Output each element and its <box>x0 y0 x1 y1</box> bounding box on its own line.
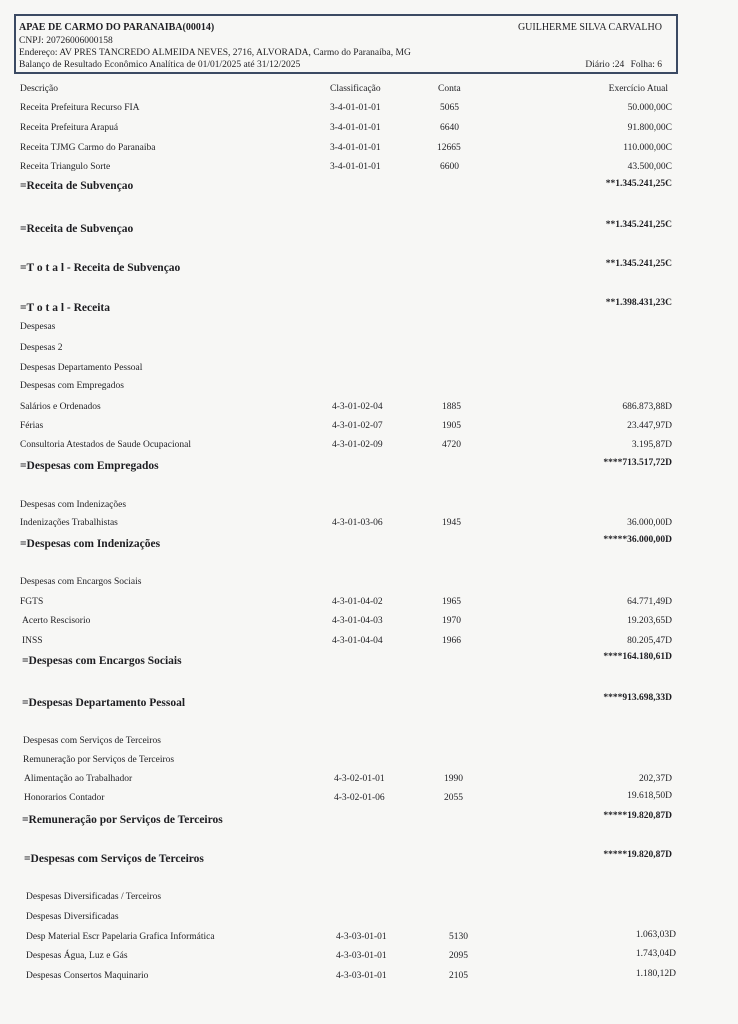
row-valor: 19.203,65D <box>627 616 672 626</box>
section-heading <box>0 577 738 591</box>
row-desc: Remuneração por Serviços de Terceiros <box>23 755 175 765</box>
report-header-box <box>14 14 678 74</box>
row-class: 4-3-03-01-01 <box>336 932 387 942</box>
row-desc: FGTS <box>20 597 44 607</box>
section-heading <box>0 381 738 395</box>
row-desc: Receita Triangulo Sorte <box>20 162 111 172</box>
table-row <box>0 616 738 630</box>
row-conta: 1905 <box>442 421 461 431</box>
row-desc: Férias <box>20 421 44 431</box>
row-valor: 36.000,00D <box>627 518 672 528</box>
row-desc: =Despesas Departamento Pessoal <box>22 697 186 709</box>
row-valor: 202,37D <box>639 774 672 784</box>
row-desc: Despesas Água, Luz e Gás <box>26 951 128 961</box>
row-class: 4-3-03-01-01 <box>336 971 387 981</box>
owner-name: GUILHERME SILVA CARVALHO <box>517 22 662 33</box>
row-class: 3-4-01-01-01 <box>330 123 381 133</box>
subtotal-row <box>0 850 738 867</box>
row-valor: 80.205,47D <box>627 636 672 646</box>
section-heading <box>0 322 738 336</box>
row-desc: Despesas com Encargos Sociais <box>20 577 142 587</box>
table-row <box>0 636 738 650</box>
row-desc: Despesas com Indenizações <box>20 500 127 510</box>
row-conta: 5130 <box>449 932 468 942</box>
col-conta: Conta <box>438 84 461 94</box>
row-valor: 686.873,88D <box>622 402 672 412</box>
row-valor: ****713.517,72D <box>603 458 672 468</box>
section-heading <box>0 363 738 377</box>
row-class: 3-4-01-01-01 <box>330 143 381 153</box>
row-desc: INSS <box>22 636 43 646</box>
row-desc: Receita Prefeitura Arapuá <box>20 123 119 133</box>
row-class: 4-3-01-04-04 <box>332 636 383 646</box>
row-class: 4-3-01-02-09 <box>332 440 383 450</box>
row-desc: Acerto Rescisorio <box>22 616 91 626</box>
row-desc: =Despesas com Empregados <box>20 460 159 472</box>
row-class: 4-3-02-01-01 <box>334 774 385 784</box>
row-conta: 1990 <box>444 774 463 784</box>
row-valor: 50.000,00C <box>627 103 672 113</box>
table-row <box>0 971 738 985</box>
row-class: 4-3-01-04-03 <box>332 616 383 626</box>
col-descricao: Descrição <box>20 84 58 94</box>
row-class: 4-3-01-04-02 <box>332 597 383 607</box>
table-row <box>0 951 738 965</box>
row-desc: =Receita de Subvençao <box>20 180 134 192</box>
column-headers <box>0 84 738 98</box>
row-class: 3-4-01-01-01 <box>330 103 381 113</box>
row-conta: 6640 <box>440 123 459 133</box>
row-class: 4-3-01-03-06 <box>332 518 383 528</box>
table-row <box>0 932 738 946</box>
subtotal-row <box>0 693 738 711</box>
col-classificacao: Classificação <box>330 84 381 94</box>
row-desc: Desp Material Escr Papelaria Grafica Informática <box>26 932 215 942</box>
table-row <box>0 421 738 435</box>
row-conta: 2055 <box>444 793 463 803</box>
row-valor: **1.345.241,25C <box>605 179 672 189</box>
row-desc: =T o t a l - Receita de Subvençao <box>20 262 181 274</box>
row-valor: 1.743,04D <box>635 949 676 959</box>
subtotal-row <box>0 298 738 316</box>
row-class: 4-3-03-01-01 <box>336 951 387 961</box>
row-valor: *****19.820,87D <box>603 850 672 860</box>
row-desc: =Despesas com Serviços de Terceiros <box>24 853 204 865</box>
subtotal-row <box>0 535 738 552</box>
report-title: Balanço de Resultado Econômico Analítica de 01/01/2025 até 31/12/2025 <box>19 60 301 70</box>
table-row <box>0 402 738 416</box>
row-desc: Indenizações Trabalhistas <box>20 518 118 528</box>
section-heading <box>0 912 738 926</box>
row-desc: Despesas com Serviços de Terceiros <box>23 736 161 746</box>
row-conta: 1966 <box>442 636 461 646</box>
row-conta: 6600 <box>440 162 459 172</box>
row-desc: Despesas Diversificadas <box>26 912 119 922</box>
table-row <box>0 793 738 807</box>
row-desc: Honorarios Contador <box>24 793 105 803</box>
row-class: 4-3-02-01-06 <box>334 793 385 803</box>
row-conta: 2095 <box>449 951 468 961</box>
row-conta: 1945 <box>442 518 461 528</box>
row-conta: 1965 <box>442 597 461 607</box>
row-valor: 23.447,97D <box>627 421 672 431</box>
row-valor: ****913.698,33D <box>603 693 672 703</box>
table-row <box>0 143 738 157</box>
diario-folha <box>581 60 662 71</box>
section-heading <box>0 892 738 906</box>
section-heading <box>0 343 738 357</box>
row-desc: Despesas <box>20 322 56 332</box>
row-desc: =Despesas com Encargos Sociais <box>22 655 182 667</box>
table-row <box>0 103 738 117</box>
folha: Folha: 6 <box>630 60 662 70</box>
row-valor: 43.500,00C <box>627 162 672 172</box>
address: Endereço: AV PRES TANCREDO ALMEIDA NEVES, 2716, ALVORADA, Carmo do Paranaíba, MG <box>19 48 411 58</box>
row-valor: 1.180,12D <box>635 969 676 979</box>
table-row <box>0 518 738 532</box>
row-valor: 91.800,00C <box>627 123 672 133</box>
table-row <box>0 440 738 454</box>
subtotal-row <box>0 811 738 828</box>
row-conta: 5065 <box>440 103 459 113</box>
row-desc: Receita Prefeitura Recurso FIA <box>20 103 140 113</box>
diario: Diário :24 <box>585 60 625 70</box>
row-desc: =T o t a l - Receita <box>20 302 111 314</box>
row-desc: Despesas Consertos Maquinario <box>26 971 149 981</box>
row-conta: 1970 <box>442 616 461 626</box>
row-class: 3-4-01-01-01 <box>330 162 381 172</box>
row-desc: Salários e Ordenados <box>20 402 101 412</box>
row-valor: 110.000,00C <box>623 143 672 153</box>
row-conta: 2105 <box>449 971 468 981</box>
table-row <box>0 162 738 176</box>
row-desc: Alimentação ao Trabalhador <box>24 774 133 784</box>
row-desc: Despesas 2 <box>20 343 63 353</box>
row-desc: Despesas com Empregados <box>20 381 124 391</box>
row-valor: *****36.000,00D <box>603 535 672 545</box>
table-row <box>0 774 738 788</box>
section-heading <box>0 736 738 750</box>
subtotal-row <box>0 652 738 669</box>
table-row <box>0 597 738 611</box>
row-desc: Receita TJMG Carmo do Paranaiba <box>20 143 156 153</box>
row-class: 4-3-01-02-04 <box>332 402 383 412</box>
row-valor: ****164.180,61D <box>603 652 672 662</box>
row-valor: 3.195,87D <box>631 440 672 450</box>
row-valor: 1.063,03D <box>635 930 676 940</box>
row-desc: Consultoria Atestados de Saude Ocupacional <box>20 440 191 450</box>
subtotal-row <box>0 259 738 276</box>
cnpj: CNPJ: 20726006000158 <box>19 36 113 46</box>
table-row <box>0 123 738 137</box>
subtotal-row <box>0 460 738 474</box>
row-valor: **1.345.241,25C <box>605 259 672 269</box>
row-conta: 1885 <box>442 402 461 412</box>
row-conta: 4720 <box>442 440 461 450</box>
row-valor: *****19.820,87D <box>603 811 672 821</box>
row-desc: =Despesas com Indenizações <box>20 538 161 550</box>
row-valor: 19.618,50D <box>627 791 672 801</box>
row-desc: Despesas Departamento Pessoal <box>20 363 143 373</box>
row-valor: **1.398.431,23C <box>605 298 672 308</box>
section-heading <box>0 755 738 769</box>
row-desc: =Remuneração por Serviços de Terceiros <box>22 814 223 826</box>
subtotal-row <box>0 220 738 237</box>
company-name: APAE DE CARMO DO PARANAIBA(00014) <box>19 22 215 33</box>
col-exercicio: Exercício Atual <box>608 84 668 94</box>
row-desc: Despesas Diversificadas / Terceiros <box>26 892 162 902</box>
row-desc: =Receita de Subvençao <box>20 223 134 235</box>
row-valor: 64.771,49D <box>627 597 672 607</box>
section-heading <box>0 500 738 514</box>
row-valor: **1.345.241,25C <box>605 220 672 230</box>
subtotal-row <box>0 180 738 194</box>
row-class: 4-3-01-02-07 <box>332 421 383 431</box>
row-conta: 12665 <box>437 143 461 153</box>
